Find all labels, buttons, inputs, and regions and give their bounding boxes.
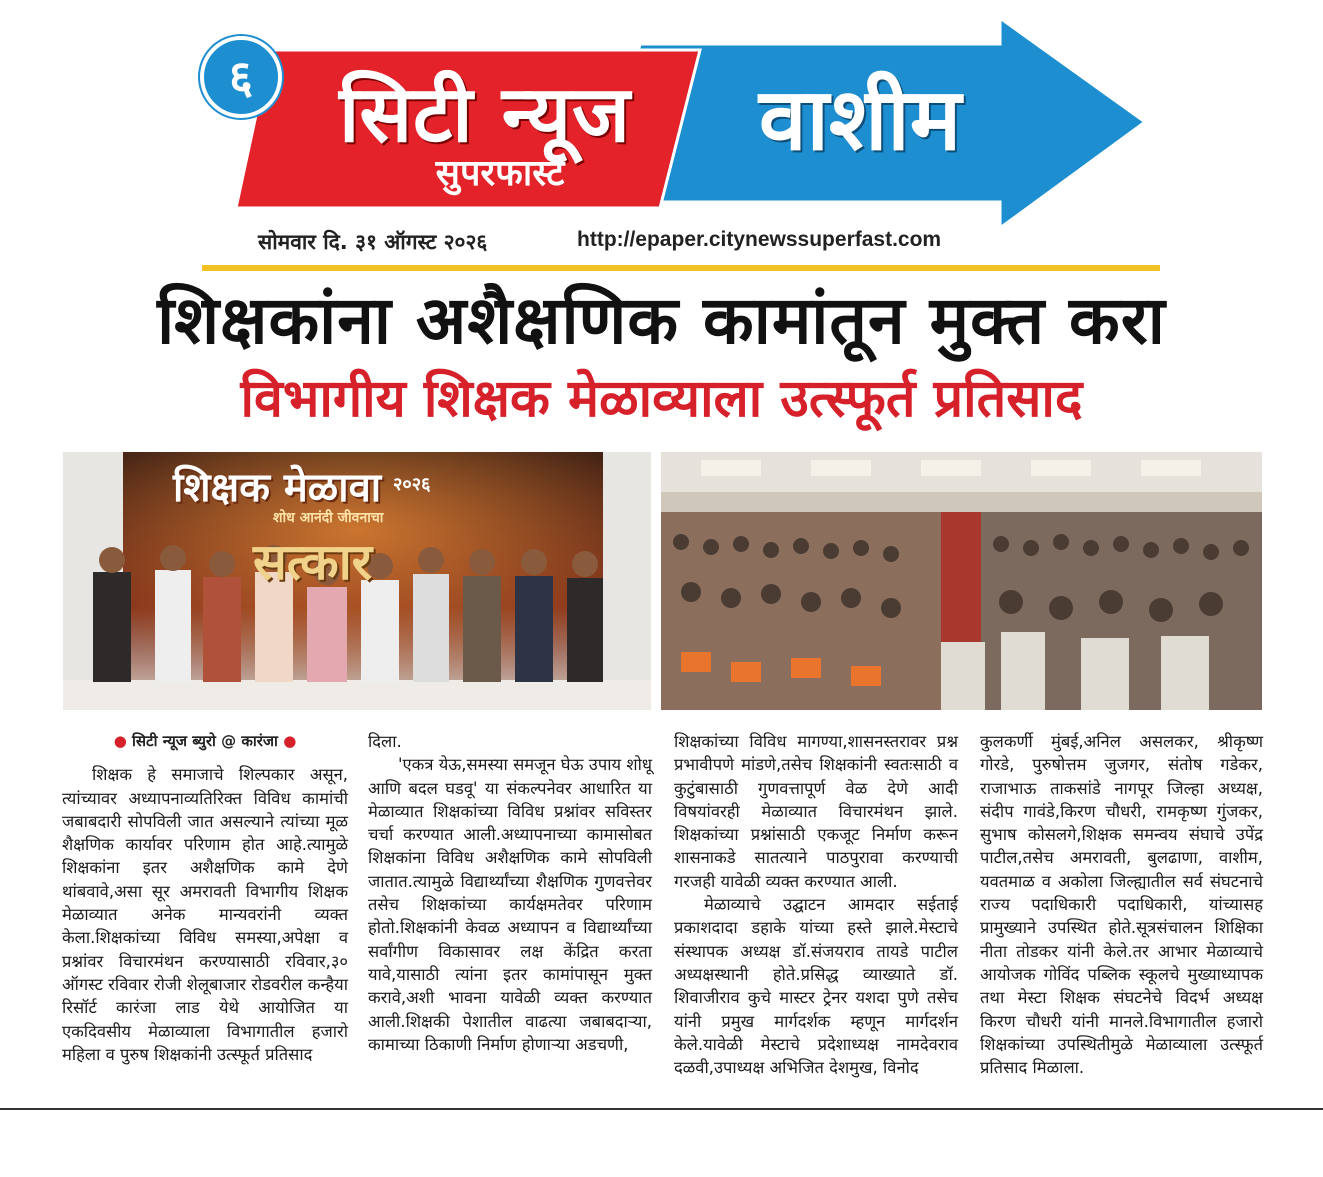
article-column-1 (62, 730, 348, 1066)
banner-year: २०२६ (393, 474, 431, 495)
dateline: सोमवार दि. ३१ ऑगस्ट २०२६ (258, 230, 488, 254)
article-paragraph: मेळाव्याचे उद्घाटन आमदार सईताई प्रकाशदादा डहाके यांच्या हस्ते झाले.मेस्टाचे संस्थापक अध्यक्ष डॉ.संजयराव तायडे पाटील अध्यक्षस्थानी होते.प्रसिद्ध व्याख्याते डॉ. शिवाजीराव कुचे मास्टर ट्रेनर यशदा पुणे तसेच यांनी प्रमुख मार्गदर्शक म्हणून मार्गदर्शन केले.यावेळी मेस्टाचे प्रदेशाध्यक्ष नामदेवराव दळवी,उपाध्यक्ष अभिजित देशमुख, विनोद (674, 895, 958, 1078)
banner-big-text: सत्कार (253, 533, 373, 591)
edition-badge: ६ (200, 36, 282, 118)
header-divider (202, 265, 1160, 271)
banner-tagline: शोध आनंदी जीवनाचा (273, 510, 384, 526)
banner-title: शिक्षक मेळावा (173, 465, 382, 511)
brand-sub-logo: सुपरफास्ट (435, 153, 565, 194)
byline (62, 730, 348, 753)
byline-bullet-left: ● (113, 732, 127, 750)
article-paragraph: शिक्षक हे समाजाचे शिल्पकार असून, त्यांच्यावर अध्यापनाव्यतिरिक्त विविध कामांची जबाबदारी सोपविली जात असल्याने त्यांच्या मूळ शैक्षणिक कार्यावर परिणाम होत आहे.त्यामुळे शिक्षकांना इतर अशैक्षणिक कामे देणे थांबवावे,असा सूर अमरावती विभागीय शिक्षक मेळाव्यात अनेक मान्यवरांनी व्यक्त केला.शिक्षकांच्या विविध समस्या,अपेक्षा व प्रश्नांवर विचारमंथन करण्यासाठी रविवार,३० ऑगस्ट रविवार रोजी शेलूबाजार रोडवरील कन्हैया रिसॉर्ट कारंजा लाड येथे आयोजित या एकदिवसीय मेळाव्याला विभागातील हजारो महिला व पुरुष शिक्षकांनी उत्स्फूर्त प्रतिसाद (62, 765, 348, 1064)
article-paragraph: शिक्षकांच्या विविध मागण्या,शासनस्तरावर प्रश्न प्रभावीपणे मांडणे,तसेच शिक्षकांनी स्वतःसाठी व कुटुंबासाठी गुणवत्तापूर्ण वेळ देणे आदी विषयांवरही मेळाव्यात विचारमंथन झाले. शिक्षकांच्या प्रश्नांसाठी एकजूट निर्माण करून शासनाकडे सातत्याने पाठपुरावा करण्याची गरजही यावेळी व्यक्त करण्यात आली. (674, 732, 958, 891)
subheadline: विभागीय शिक्षक मेळाव्याला उत्स्फूर्त प्रतिसाद (240, 369, 1083, 429)
masthead (200, 14, 1145, 232)
footer-divider (0, 1108, 1323, 1110)
headline: शिक्षकांना अशैक्षणिक कामांतून मुक्त करा (157, 282, 1166, 359)
photo-stage-guests (63, 452, 651, 710)
article-column-2 (368, 730, 652, 1056)
brand-primary-logo: सिटी न्यूज (339, 70, 631, 160)
article-paragraph: कुलकर्णी मुंबई,अनिल असलकर, श्रीकृष्ण गोरडे, पुरुषोत्तम जुजगर, संतोष गडेकर, राजाभाऊ ताकसांडे नागपूर जिल्हा अध्यक्ष, संदीप गावंडे,किरण चौधरी, रामकृष्ण गुंजकर, सुभाष कोसलगे,शिक्षक समन्वय संघाचे उपेंद्र पाटील,तसेच अमरावती, बुलढाणा, वाशीम, यवतमाळ व अकोला जिल्ह्यातील सर्व संघटनाचे राज्य पदाधिकारी पदाधिकारी, यांच्यासह प्रामुख्याने उपस्थित होते.सूत्रसंचालन शिक्षिका नीता तोडकर यांनी केले.तर आभार मेळाव्याचे आयोजक गोविंद पब्लिक स्कूलचे मुख्याध्यापक तथा मेस्टा शिक्षक संघटनेचे विदर्भ अध्यक्ष किरण चौधरी यांनी मानले.विभागातील हजारो शिक्षकांच्या उपस्थितीमुळे मेळाव्याला उत्स्फूर्त प्रतिसाद मिळाला. (980, 732, 1263, 1078)
article-paragraph: 'एकत्र येऊ,समस्या समजून घेऊ उपाय शोधू आणि बदल घडवू' या संकल्पनेवर आधारित या मेळाव्यात शिक्षकांच्या विविध प्रश्नांवर सविस्तर चर्चा करण्यात आली.अध्यापनाच्या कामासोबत शिक्षकांना विविध अशैक्षणिक कामे सोपविली जातात.त्यामुळे विद्यार्थ्यांच्या शैक्षणिक गुणवत्तेवर तसेच शिक्षकांच्या कार्यक्षमतेवर परिणाम होतो.शिक्षकांनी केवळ अध्यापन व विद्यार्थ्यांच्या सर्वांगीण विकासावर लक्ष केंद्रित करता यावे,यासाठी त्यांना इतर कामांपासून मुक्त करावे,अशी भावना यावेळी व्यक्त करण्यात आली.शिक्षकी पेशातील वाढत्या जबाबदाऱ्या, कामाच्या ठिकाणी निर्माण होणाऱ्या अडचणी, (368, 755, 652, 1054)
article-paragraph: दिला. (368, 732, 402, 751)
article-column-3 (674, 730, 958, 1079)
epaper-url[interactable]: http://epaper.citynewssuperfast.com (577, 228, 942, 251)
photo-audience (661, 452, 1262, 710)
article-column-4 (980, 730, 1263, 1079)
byline-text: सिटी न्यूज ब्युरो @ कारंजा (132, 732, 278, 750)
byline-bullet-right: ● (283, 732, 297, 750)
brand-city-logo: वाशीम (758, 70, 962, 170)
